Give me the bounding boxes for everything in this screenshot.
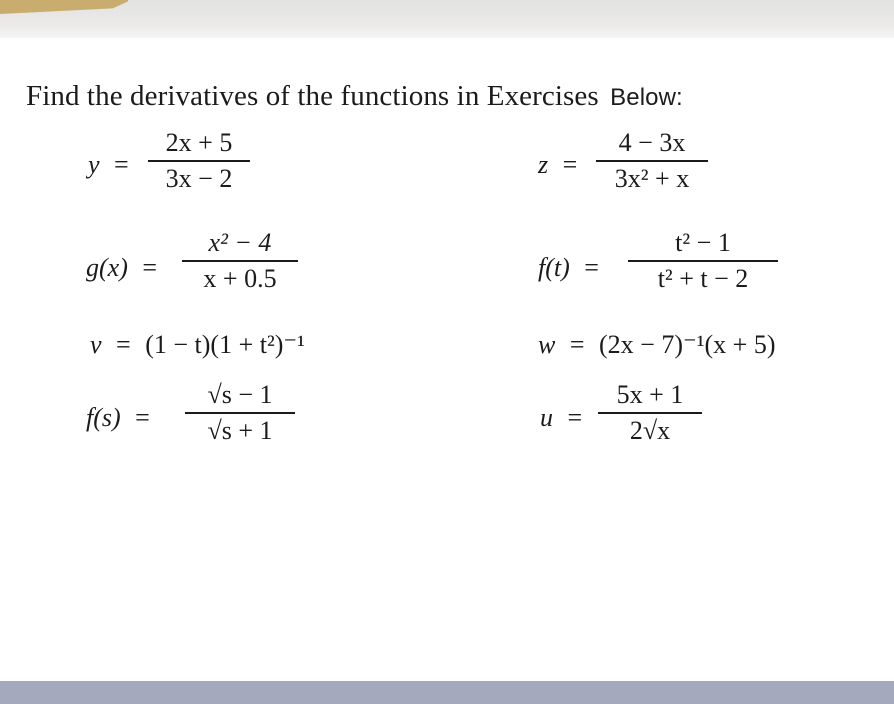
exercise-2-fraction <box>596 128 708 194</box>
top-bar <box>0 0 894 38</box>
exercise-3-numerator: x² − 4 <box>208 228 272 257</box>
exercise-8-lhs: u <box>540 403 553 432</box>
exercise-1-lhs: y <box>88 150 100 179</box>
exercise-2-numerator: 4 − 3x <box>618 128 686 157</box>
heading-suffix: Below: <box>610 84 683 111</box>
exercise-4: f(t) = <box>538 253 599 282</box>
exercise-3-denominator: x + 0.5 <box>203 263 277 293</box>
exercise-3-fraction <box>182 228 298 294</box>
exercise-1-denominator: 3x − 2 <box>165 163 233 193</box>
exercise-7-numerator: √s − 1 <box>207 380 273 409</box>
exercise-4-numerator: t² − 1 <box>675 228 731 257</box>
exercise-2: z = <box>538 150 578 179</box>
exercise-6-rhs: (2x − 7)⁻¹(x + 5) <box>599 330 776 359</box>
exercise-7-fraction <box>185 380 295 446</box>
exercise-3: g(x) = <box>86 253 158 282</box>
exercise-6-lhs: w <box>538 330 556 359</box>
bottom-bar <box>0 681 894 704</box>
exercise-8-fraction <box>598 380 702 446</box>
exercise-7-denominator: √s + 1 <box>207 415 273 445</box>
exercise-1-numerator: 2x + 5 <box>165 128 233 157</box>
exercise-8: u = <box>540 403 583 432</box>
exercise-2-denominator: 3x² + x <box>614 163 690 193</box>
exercise-8-numerator: 5x + 1 <box>616 380 684 409</box>
exercise-1-fraction <box>148 128 250 194</box>
page-heading <box>26 80 683 113</box>
exercise-2-lhs: z <box>538 150 549 179</box>
exercise-5-rhs: (1 − t)(1 + t²)⁻¹ <box>145 330 305 359</box>
heading-text: Find the derivatives of the functions in Exercises <box>26 80 599 112</box>
exercise-4-lhs: f(t) <box>538 253 570 282</box>
exercise-5: v = (1 − t)(1 + t²)⁻¹ <box>90 330 305 359</box>
exercise-1: y = <box>88 150 129 179</box>
exercise-3-lhs: g(x) <box>86 253 128 282</box>
exercise-8-denominator: 2√x <box>629 415 671 445</box>
exercise-7: f(s) = <box>86 403 150 432</box>
exercise-4-fraction <box>628 228 778 294</box>
exercise-4-denominator: t² + t − 2 <box>657 263 749 293</box>
exercise-7-lhs: f(s) <box>86 403 121 432</box>
exercise-6: w = (2x − 7)⁻¹(x + 5) <box>538 330 776 359</box>
exercise-5-lhs: v <box>90 330 102 359</box>
